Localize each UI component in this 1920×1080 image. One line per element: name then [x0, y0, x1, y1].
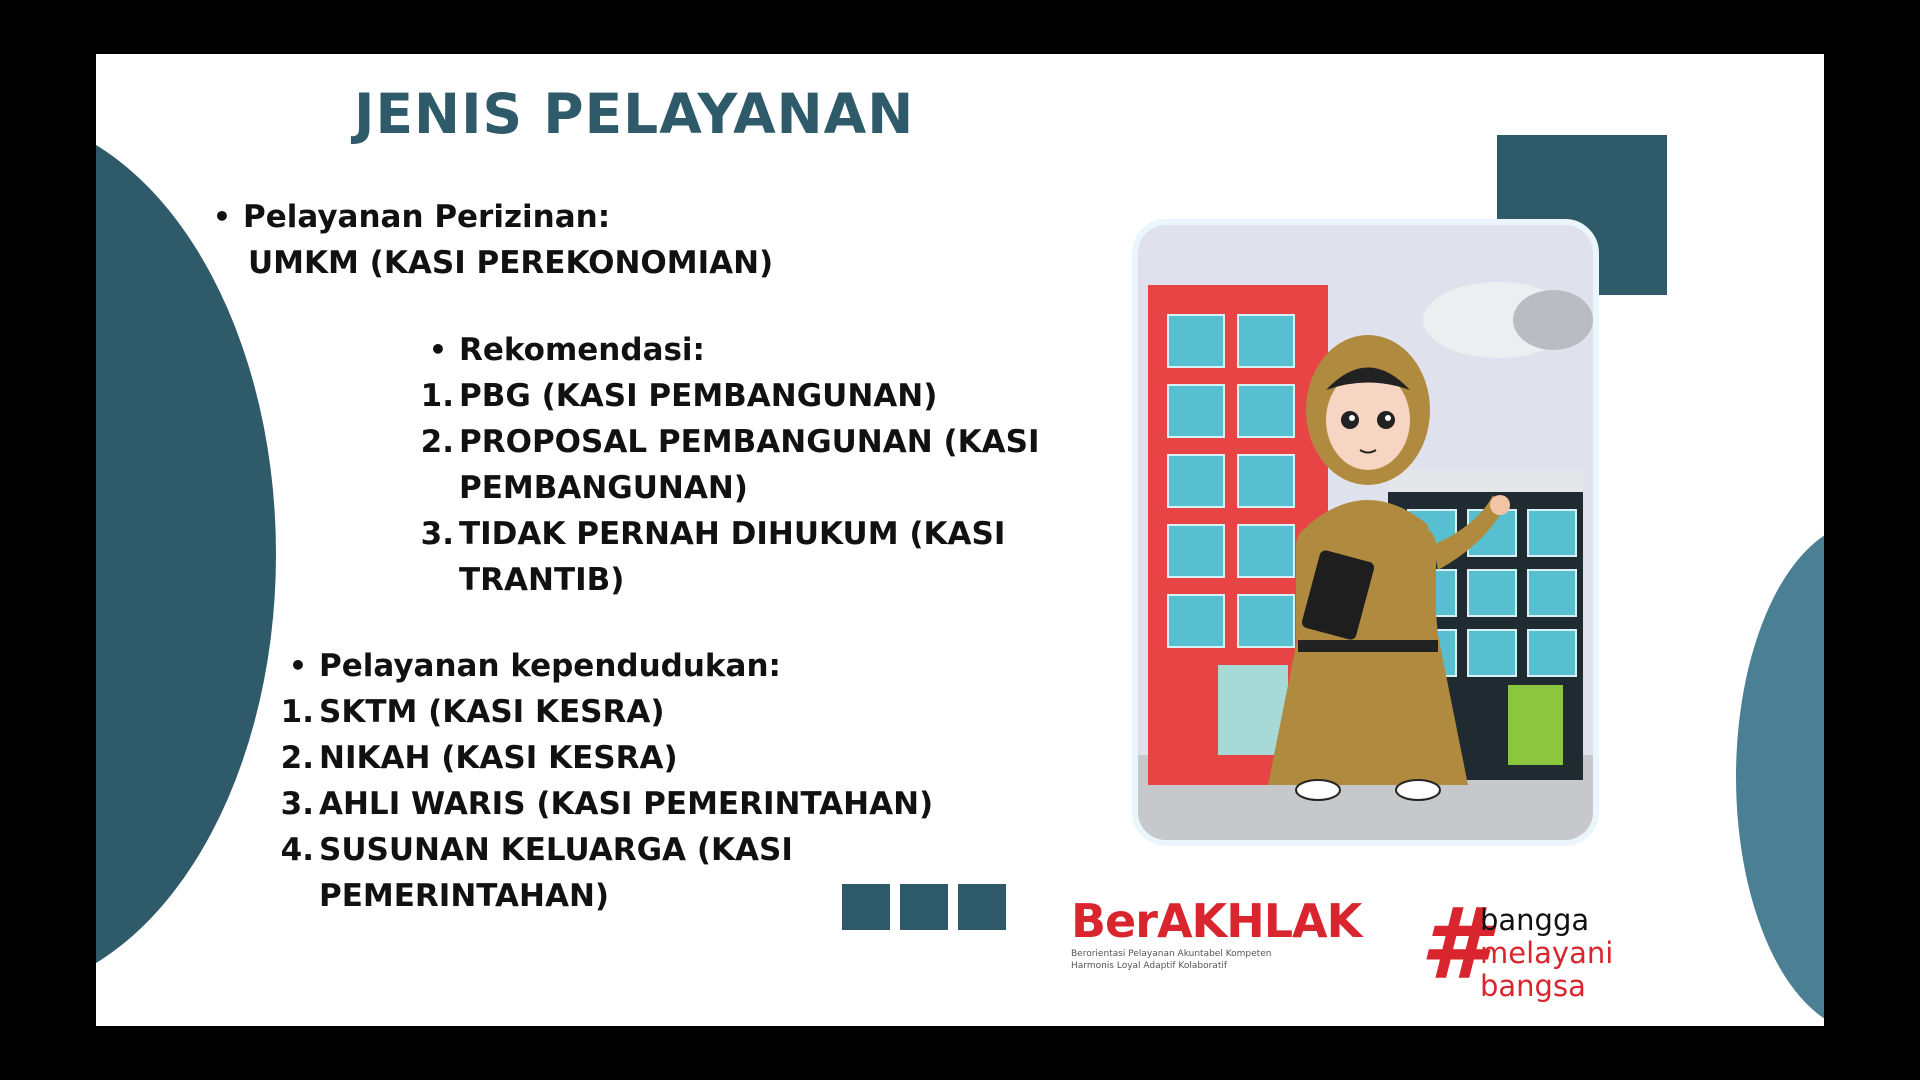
list-number: 1. [280, 694, 314, 730]
list-number: 2. [420, 424, 454, 460]
list-item: NIKAH (KASI KESRA) [319, 740, 678, 776]
section2-heading: • Pelayanan kependudukan: [319, 643, 781, 689]
logo-word-bangsa: bangsa [1480, 969, 1586, 1003]
decorative-square [958, 884, 1006, 930]
list-item-cont: TRANTIB) [459, 562, 625, 598]
list-item: TIDAK PERNAH DIHUKUM (KASI [459, 516, 1006, 552]
list-item: PROPOSAL PEMBANGUNAN (KASI [459, 424, 1040, 460]
slide [96, 54, 1824, 1026]
list-number: 3. [420, 516, 454, 552]
berakhlak-brand: BerAKHLAK [1071, 894, 1362, 948]
list-item-cont: PEMBANGUNAN) [459, 470, 748, 506]
list-number: 3. [280, 786, 314, 822]
logo-word-melayani: melayani [1480, 936, 1614, 970]
decorative-square [842, 884, 890, 930]
section1-subheading: • Rekomendasi: [459, 327, 705, 373]
list-number: 2. [280, 740, 314, 776]
list-item: PBG (KASI PEMBANGUNAN) [459, 378, 938, 414]
section1-line: UMKM (KASI PEREKONOMIAN) [248, 245, 774, 281]
decorative-circle-right [1736, 522, 1824, 1026]
list-item: AHLI WARIS (KASI PEMERINTAHAN) [319, 786, 934, 822]
illustration-frame [1132, 219, 1599, 846]
berakhlak-tagline-1: Berorientasi Pelayanan Akuntabel Kompeten [1071, 949, 1272, 959]
list-number: 1. [420, 378, 454, 414]
section1-heading: • Pelayanan Perizinan: [243, 194, 610, 240]
berakhlak-tagline-2: Harmonis Loyal Adaptif Kolaboratif [1071, 961, 1228, 971]
decorative-square [900, 884, 948, 930]
list-number: 4. [280, 832, 314, 868]
hashtag-icon: # [1420, 888, 1489, 1002]
list-item: SUSUNAN KELUARGA (KASI [319, 832, 793, 868]
civil-servant-illustration-icon [1138, 225, 1593, 840]
list-item-cont: PEMERINTAHAN) [319, 878, 610, 914]
logo-word-bangga: bangga [1480, 903, 1590, 937]
list-item: SKTM (KASI KESRA) [319, 694, 665, 730]
berakhlak-logo [1071, 894, 1361, 972]
slide-title: JENIS PELAYANAN [354, 82, 915, 146]
